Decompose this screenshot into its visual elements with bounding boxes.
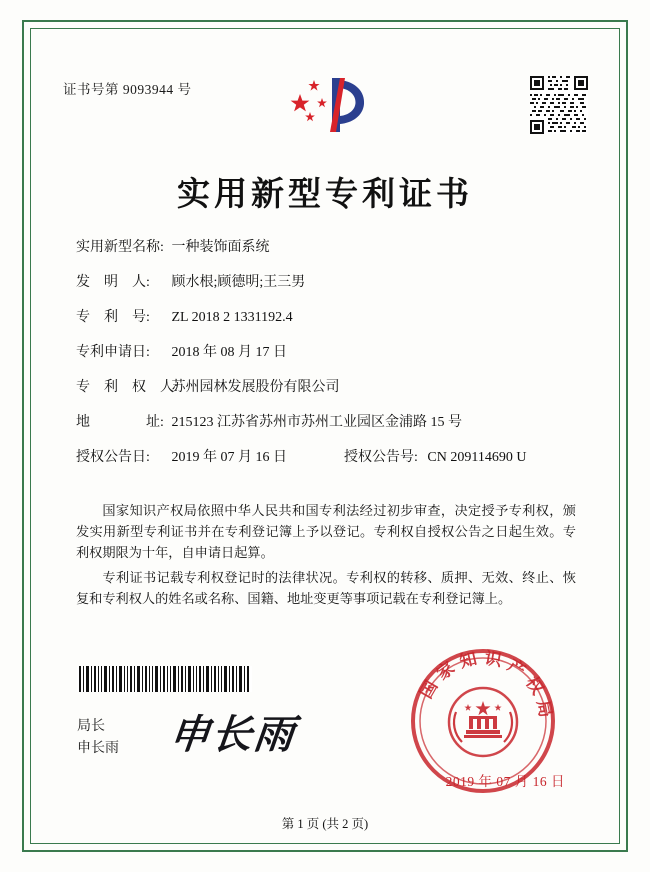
grant-number-value: CN 209114690 U: [427, 450, 527, 465]
body-paragraph-1: 国家知识产权局依照中华人民共和国专利法经过初步审查，决定授予专利权，颁发实用新型专利证书并在专利登记簿上予以登记。专利权自授权公告之日起生效。专利权期限为十年，自申请日起算。: [76, 503, 576, 560]
field-label: 实用新型名称:: [76, 240, 164, 255]
field-value: ZL 2018 2 1331192.4: [171, 310, 293, 325]
barcode-icon: [77, 666, 252, 692]
body-paragraph-2: 专利证书记载专利权登记时的法律状况。专利权的转移、质押、无效、终止、恢复和专利权人的姓名或名称、国籍、地址变更等事项记载在专利登记簿上。: [76, 570, 576, 606]
field-value: 215123 江苏省苏州市苏州工业园区金浦路 15 号: [171, 415, 462, 430]
field-value: 一种装饰面系统: [171, 240, 270, 255]
field-value: 2018 年 08 月 17 日: [171, 345, 287, 360]
director-name: 申长雨: [77, 741, 119, 756]
legal-body-text: [76, 500, 576, 613]
handwritten-signature: 申长雨: [167, 711, 299, 758]
field-row-patent-number: [76, 306, 576, 341]
field-row-grant-announcement: [76, 446, 576, 481]
field-row-patentee: [76, 376, 576, 411]
grant-number-label: 授权公告号:: [344, 450, 418, 465]
grant-number-group: [344, 446, 526, 466]
field-label: 专 利 号:: [76, 310, 150, 325]
field-value: 顾水根;顾德明;王三男: [171, 275, 306, 290]
field-row-inventor: [76, 271, 576, 306]
grant-date-label: 授权公告日:: [76, 450, 150, 465]
field-label: 地 址:: [76, 415, 164, 430]
qr-code-icon: [530, 76, 588, 134]
field-row-address: [76, 411, 576, 446]
signature-block: [77, 716, 119, 760]
director-title: 局长: [77, 719, 105, 734]
svg-text:国 家 知 识 产 权 局: 国 家 知 识 产 权 局: [416, 648, 556, 720]
field-label: 专利申请日:: [76, 345, 150, 360]
cnipa-logo-icon: [270, 70, 380, 148]
certificate-number: 证书号第 9093944 号: [63, 82, 192, 97]
page-title: 实用新型专利证书: [177, 174, 473, 213]
certificate-content: [30, 28, 620, 844]
field-value: 苏州园林发展股份有限公司: [171, 380, 340, 395]
page-number-footer: 第 1 页 (共 2 页): [281, 817, 369, 831]
field-label: 发 明 人:: [76, 275, 150, 290]
field-label: 专 利 权 人:: [76, 380, 178, 395]
seal-date: 2019 年 07 月 16 日: [445, 774, 565, 789]
field-list: [76, 236, 576, 481]
field-row-application-date: [76, 341, 576, 376]
grant-date-value: 2019 年 07 月 16 日: [171, 450, 287, 465]
field-row-utility-model-name: [76, 236, 576, 271]
